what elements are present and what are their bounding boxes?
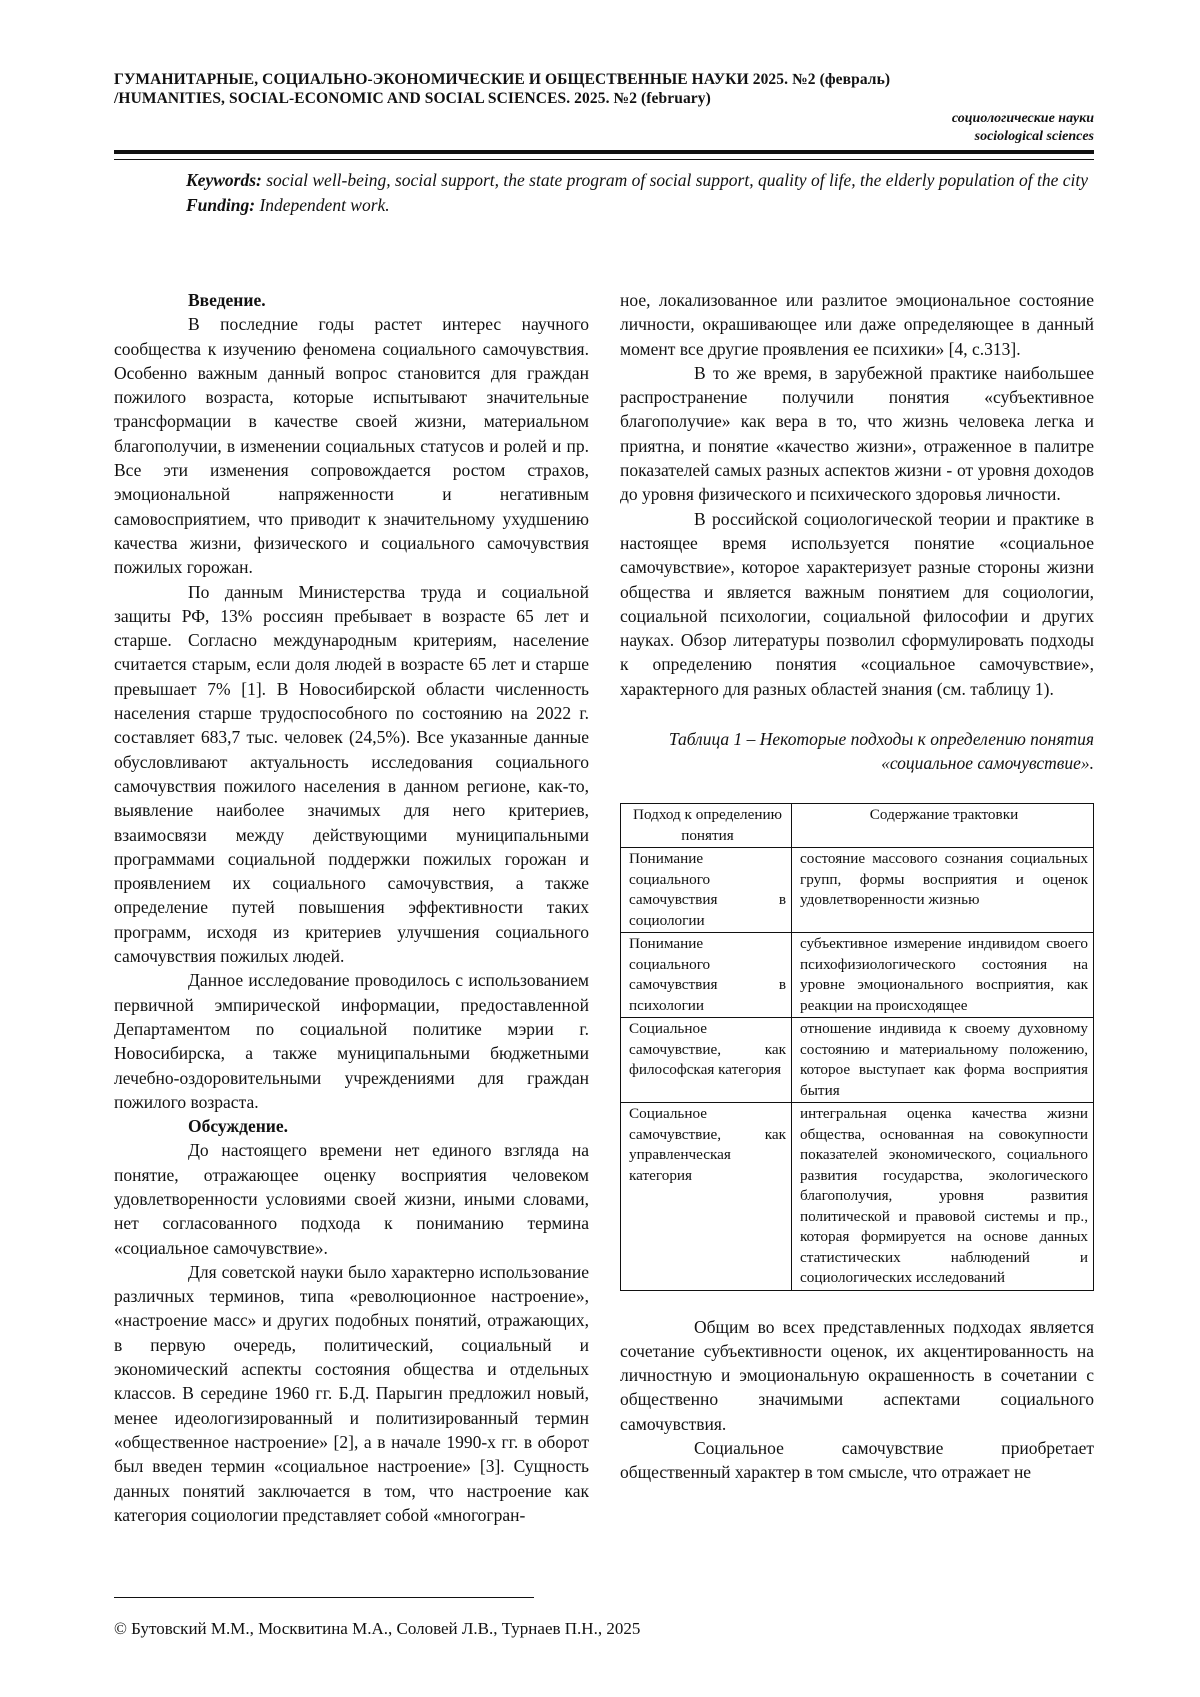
section-label-en: sociological sciences <box>974 129 1094 144</box>
keywords-block <box>114 168 1094 218</box>
section-label <box>952 110 1094 146</box>
paragraph: ное, локализованное или разлитое эмоциональное состояние личности, окрашивающее или даже определяющее в данный момент все другие проявления ее психики» [4, с.313]. <box>620 290 1094 359</box>
right-column <box>620 288 1094 1485</box>
paragraph: Для советской науки было характерно использование различных терминов, типа «революционное настроение», «настроение масс» и других подобных понятий, отражающих, в первую очередь, политический, социальный и экономический аспекты состояния общества и отдельных классов. В середине 1960 гг. Б.Д. Парыгин предложил новый, менее идеологизированный и политизированный термин «общественное настроение» [2], а в начале 1990-х гг. в оборот был введен термин «социальное настроение» [3]. Сущность данных понятий заключается в том, что настроение как категория социологии представляет собой «многогран- <box>114 1261 589 1525</box>
table-cell: Понимание социального самочувствия в психологии <box>621 933 792 1018</box>
table-row <box>621 1103 1094 1291</box>
intro-heading: Введение. <box>188 290 266 310</box>
table-cell: состояние массового сознания социальных групп, формы восприятия и оценок удовлетворенности жизнью <box>792 848 1094 933</box>
journal-title-ru: ГУМАНИТАРНЫЕ, СОЦИАЛЬНО-ЭКОНОМИЧЕСКИЕ И ОБЩЕСТВЕННЫЕ НАУКИ 2025. №2 (февраль) <box>114 71 891 88</box>
paragraph: Данное исследование проводилось с использованием первичной эмпирической информации, предоставленной Департаментом по социальной политике мэрии г. Новосибирска, а также муниципальными бюджетными лечебно-оздоровительными учреждениями для граждан пожилого возраста. <box>114 970 589 1112</box>
paragraph: В российской социологической теории и практике в настоящее время используется понятие «социальное самочувствие», которое характеризует разные стороны жизни общества и является важным понятием для социологии, социальной психологии, социальной философии и других науках. Обзор литературы позволил сформулировать подходы к определению понятия «социальное самочувствие», характерного для разных областей знания (см. таблицу 1). <box>620 508 1094 699</box>
header-rule-thick <box>114 150 1094 154</box>
keywords-line <box>114 168 1094 193</box>
journal-header <box>114 70 1094 144</box>
paragraph: Общим во всех представленных подходах является сочетание субъективности оценок, их акцентированность на личностную и эмоциональную окрашенность в сочетании с общественно значимыми аспектами социального самочувствия. <box>620 1316 1094 1434</box>
table-header-cell: Подход к определению понятия <box>621 804 792 848</box>
table-row <box>621 848 1094 933</box>
table-row <box>621 933 1094 1018</box>
funding-line <box>114 193 1094 218</box>
section-label-ru: социологические науки <box>951 111 1094 126</box>
table-cell: Понимание социального самочувствия в социологии <box>621 848 792 933</box>
table-caption: Таблица 1 – Некоторые подходы к определению понятия «социальное самочувствие». <box>668 729 1094 774</box>
paragraph: В последние годы растет интерес научного сообщества к изучению феномена социального самочувствия. Особенно важным данный вопрос становится для граждан пожилого возраста, которые испытывают значительные трансформации в качестве своей жизни, материальном благополучии, в изменении социальных статусов и ролей и пр. Все эти изменения сопровождается ростом страхов, эмоциональной напряженности и негативным самовосприятием, что приводит к значительному ухудшению качества жизни, физического и социального самочувствия пожилых горожан. <box>114 314 589 578</box>
copyright-footnote: © Бутовский М.М., Москвитина М.А., Соловей Л.В., Турнаев П.Н., 2025 <box>114 1619 641 1638</box>
paragraph: По данным Министерства труда и социальной защиты РФ, 13% россиян пребывает в возрасте 65 лет и старше. Согласно международным критериям, население считается старым, если доля людей в возрасте 65 лет и старше превышает 7% [1]. В Новосибирской области численность населения старше трудоспособного по состоянию на 2022 г. составляет 683,7 тыс. человек (24,5%). Все указанные данные обусловливают актуальность исследования социального самочувствия пожилого населения в данном регионе, как-то, выявление наиболее значимых для него критериев, взаимосвязи между действующими муниципальными программами социальной поддержки пожилых горожан и проявлением их социального самочувствия, а также определение путей повышения эффективности таких программ, исходя из критериев улучшения социального самочувствия пожилых людей. <box>114 581 589 967</box>
funding-label: Funding: <box>186 195 256 215</box>
table-cell: Социальное самочувствие, как философская категория <box>621 1018 792 1103</box>
keywords-label: Keywords: <box>186 170 262 190</box>
header-rule-thin <box>114 159 1094 160</box>
keywords-text: social well-being, social support, the state program of social support, quality of life, the elderly population of the city <box>261 170 1088 190</box>
table-cell: субъективное измерение индивидом своего психофизиологического состояния на уровне эмоционального восприятия, как реакции на происходящее <box>792 933 1094 1018</box>
paragraph: Социальное самочувствие приобретает общественный характер в том смысле, что отражает не <box>620 1438 1094 1483</box>
journal-title-en: /HUMANITIES, SOCIAL-ECONOMIC AND SOCIAL SCIENCES. 2025. №2 (february) <box>114 90 711 107</box>
table-cell: Социальное самочувствие, как управленческая категория <box>621 1103 792 1291</box>
left-column <box>114 288 589 1527</box>
discussion-heading: Обсуждение. <box>188 1116 289 1137</box>
footnote-rule <box>114 1597 534 1598</box>
approaches-table <box>620 803 1094 1291</box>
table-cell: отношение индивида к своему духовному состоянию и материальному положению, которое выступает как форма восприятия бытия <box>792 1018 1094 1103</box>
paragraph: До настоящего времени нет единого взгляда на понятие, отражающее оценку восприятия человеком удовлетворенности условиями своей жизни, иными словами, нет согласованного подхода к пониманию термина «социальное самочувствие». <box>114 1140 589 1258</box>
table-row <box>621 1018 1094 1103</box>
table-header-row <box>621 804 1094 848</box>
table-cell: интегральная оценка качества жизни общества, основанная на совокупности показателей экономического, социального развития государства, экологического благополучия, уровня развития политической и правовой системы и пр., которая формируется на основе данных статистических наблюдений и социологических исследований <box>792 1103 1094 1291</box>
paragraph: В то же время, в зарубежной практике наибольшее распространение получили понятия «субъективное благополучие» как вера в то, что жизнь человека легка и приятна, и понятие «качество жизни», отраженное в палитре показателей самых разных аспектов жизни - от уровня доходов до уровня физического и психического здоровья личности. <box>620 362 1094 505</box>
table-header-cell: Содержание трактовки <box>792 804 1094 848</box>
funding-text: Independent work. <box>255 195 390 215</box>
